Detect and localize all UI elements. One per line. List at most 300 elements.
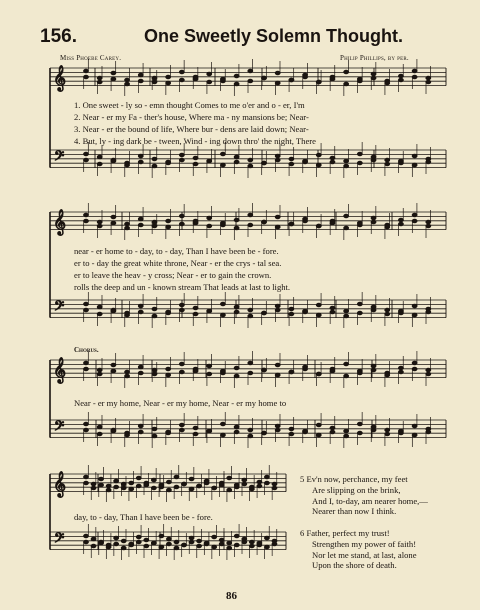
notehead <box>262 431 267 435</box>
notehead <box>344 309 349 313</box>
hymn-title: One Sweetly Solemn Thought. <box>144 26 404 46</box>
notehead <box>371 308 376 312</box>
notehead <box>159 545 164 549</box>
notehead <box>84 481 89 485</box>
notehead <box>114 485 119 489</box>
notehead <box>399 309 404 313</box>
notehead <box>97 312 102 316</box>
treble-clef-icon: 𝄞 <box>53 472 67 497</box>
notehead <box>138 304 143 308</box>
notehead <box>426 160 431 164</box>
notehead <box>179 308 184 312</box>
notehead <box>330 306 335 310</box>
notehead <box>412 219 417 223</box>
notehead <box>221 163 226 167</box>
notehead <box>111 215 116 219</box>
notehead <box>193 75 198 79</box>
notehead <box>166 219 171 223</box>
notehead <box>179 222 184 226</box>
notehead <box>275 225 280 229</box>
notehead <box>204 481 209 485</box>
notehead <box>412 424 417 428</box>
notehead <box>385 81 390 85</box>
notehead <box>234 534 239 538</box>
notehead <box>371 220 376 224</box>
extra-verses <box>300 474 472 571</box>
notehead <box>316 313 321 317</box>
notehead <box>399 429 404 433</box>
notehead <box>248 79 253 83</box>
notehead <box>357 161 362 165</box>
notehead <box>97 432 102 436</box>
notehead <box>152 434 157 438</box>
notehead <box>289 162 294 166</box>
notehead <box>316 153 321 157</box>
notehead <box>227 546 232 550</box>
notehead <box>219 483 224 487</box>
notehead <box>275 81 280 85</box>
notehead <box>426 310 431 314</box>
notehead <box>303 309 308 313</box>
notehead <box>221 313 226 317</box>
notehead <box>249 544 254 548</box>
notehead <box>234 155 239 159</box>
notehead <box>330 430 335 434</box>
notehead <box>189 540 194 544</box>
notehead <box>221 77 226 81</box>
notehead <box>152 314 157 318</box>
extra-verse-line <box>300 517 472 528</box>
notehead <box>136 535 141 539</box>
treble-clef-icon: 𝄞 <box>53 66 67 91</box>
notehead <box>344 164 349 168</box>
notehead <box>193 162 198 166</box>
notehead <box>426 220 431 224</box>
notehead <box>207 159 212 163</box>
notehead <box>330 160 335 164</box>
notehead <box>84 302 89 306</box>
notehead <box>197 484 202 488</box>
notehead <box>289 222 294 226</box>
notehead <box>189 536 194 540</box>
notehead <box>114 542 119 546</box>
chorus-lyric-line-2: day, to - day, Than I have been be - fore. <box>74 512 213 522</box>
notehead <box>219 542 224 546</box>
notehead <box>111 363 116 367</box>
notehead <box>125 374 130 378</box>
bass-clef-icon: 𝄢 <box>54 530 65 549</box>
notehead <box>426 368 431 372</box>
notehead <box>303 219 308 223</box>
notehead <box>371 76 376 80</box>
notehead <box>212 535 217 539</box>
notehead <box>138 160 143 164</box>
notehead <box>144 481 149 485</box>
notehead <box>248 164 253 168</box>
notehead <box>344 226 349 230</box>
notehead <box>189 477 194 481</box>
notehead <box>84 428 89 432</box>
notehead <box>166 161 171 165</box>
notehead <box>136 540 141 544</box>
notehead <box>316 303 321 307</box>
notehead <box>371 216 376 220</box>
notehead <box>272 542 277 546</box>
notehead <box>138 365 143 369</box>
verse-1-line-1: 1. One sweet - ly so - emn thought Comes to me o'er and o - er, I'm <box>74 100 305 110</box>
notehead <box>248 69 253 73</box>
notehead <box>91 486 96 490</box>
notehead <box>207 364 212 368</box>
notehead <box>316 433 321 437</box>
notehead <box>111 309 116 313</box>
notehead <box>136 476 141 480</box>
notehead <box>412 433 417 437</box>
notehead <box>179 370 184 374</box>
notehead <box>385 312 390 316</box>
notehead <box>265 481 270 485</box>
notehead <box>91 537 96 541</box>
notehead <box>121 486 126 490</box>
bass-clef-icon: 𝄢 <box>54 418 65 437</box>
notehead <box>167 480 172 484</box>
notehead <box>152 80 157 84</box>
notehead <box>207 372 212 376</box>
notehead <box>97 76 102 80</box>
notehead <box>138 424 143 428</box>
notehead <box>234 485 239 489</box>
notehead <box>248 314 253 318</box>
notehead <box>207 224 212 228</box>
treble-clef-icon: 𝄞 <box>53 210 67 235</box>
verse-3-line-2: er to leave the heav - y cross; Near - er to gain the crown. <box>74 270 272 280</box>
notehead <box>179 70 184 74</box>
notehead <box>257 541 262 545</box>
chorus-label: Chorus. <box>74 346 99 354</box>
notehead <box>193 156 198 160</box>
notehead <box>234 425 239 429</box>
notehead <box>193 432 198 436</box>
notehead <box>179 78 184 82</box>
notehead <box>330 426 335 430</box>
notehead <box>125 222 130 226</box>
notehead <box>129 481 134 485</box>
verse-1-line-2: near - er home to - day, to - day, Than I have been be - fore. <box>74 246 279 256</box>
notehead <box>84 158 89 162</box>
notehead <box>234 543 239 547</box>
notehead <box>316 224 321 228</box>
notehead <box>330 369 335 373</box>
composer-credit: Philip Phillips, by per. <box>340 54 409 62</box>
notehead <box>399 74 404 78</box>
notehead <box>248 213 253 217</box>
notehead <box>204 541 209 545</box>
notehead <box>344 159 349 163</box>
notehead <box>138 223 143 227</box>
notehead <box>234 430 239 434</box>
notehead <box>227 488 232 492</box>
notehead <box>275 308 280 312</box>
notehead <box>84 213 89 217</box>
notehead <box>193 219 198 223</box>
notehead <box>385 308 390 312</box>
notehead <box>221 152 226 156</box>
notehead <box>179 158 184 162</box>
notehead <box>179 214 184 218</box>
notehead <box>84 361 89 365</box>
notehead <box>197 544 202 548</box>
notehead <box>426 76 431 80</box>
notehead <box>357 311 362 315</box>
notehead <box>84 422 89 426</box>
notehead <box>207 429 212 433</box>
notehead <box>91 544 96 548</box>
notehead <box>330 310 335 314</box>
notehead <box>106 488 111 492</box>
verse-4-line-2: rolls the deep and un - known stream That leads at last to light. <box>74 282 291 292</box>
bass-clef-icon: 𝄢 <box>54 298 65 317</box>
notehead <box>121 539 126 543</box>
notehead <box>125 226 130 230</box>
notehead <box>227 476 232 480</box>
notehead <box>385 225 390 229</box>
notehead <box>242 478 247 482</box>
notehead <box>242 482 247 486</box>
notehead <box>272 482 277 486</box>
notehead <box>152 368 157 372</box>
notehead <box>166 75 171 79</box>
notehead <box>159 534 164 538</box>
notehead <box>426 80 431 84</box>
notehead <box>289 78 294 82</box>
notehead <box>426 224 431 228</box>
notehead <box>303 367 308 371</box>
notehead <box>97 220 102 224</box>
notehead <box>151 486 156 490</box>
notehead <box>111 429 116 433</box>
extra-verse-line: Nor let me stand, at last, alone <box>312 549 417 560</box>
notehead <box>371 72 376 76</box>
notehead <box>412 163 417 167</box>
notehead <box>412 154 417 158</box>
notehead <box>212 545 217 549</box>
chorus-lyric-line-1: Near - er my home, Near - er my home, Near - er my home to <box>74 398 287 408</box>
notehead <box>275 71 280 75</box>
notehead <box>399 159 404 163</box>
bass-clef-icon: 𝄢 <box>54 148 65 167</box>
notehead <box>426 372 431 376</box>
notehead <box>399 78 404 82</box>
notehead <box>344 434 349 438</box>
notehead <box>234 366 239 370</box>
notehead <box>111 221 116 225</box>
notehead <box>84 540 89 544</box>
notehead <box>265 475 270 479</box>
notehead <box>197 539 202 543</box>
notehead <box>152 224 157 228</box>
notehead <box>385 373 390 377</box>
notehead <box>84 534 89 538</box>
notehead <box>412 69 417 73</box>
extra-verse-line: Nearer than now I think. <box>312 506 397 517</box>
notehead <box>399 222 404 226</box>
notehead <box>248 434 253 438</box>
notehead <box>138 79 143 83</box>
notehead <box>152 372 157 376</box>
notehead <box>138 73 143 77</box>
notehead <box>316 372 321 376</box>
notehead <box>179 423 184 427</box>
notehead <box>152 427 157 431</box>
notehead <box>248 428 253 432</box>
extra-verse-line: Are slipping on the brink, <box>312 484 401 495</box>
notehead <box>289 307 294 311</box>
notehead <box>111 369 116 373</box>
notehead <box>275 428 280 432</box>
notehead <box>262 76 267 80</box>
notehead <box>344 374 349 378</box>
notehead <box>138 310 143 314</box>
notehead <box>193 426 198 430</box>
notehead <box>207 72 212 76</box>
notehead <box>385 428 390 432</box>
notehead <box>152 307 157 311</box>
notehead <box>412 361 417 365</box>
notehead <box>166 431 171 435</box>
notehead <box>412 213 417 217</box>
notehead <box>97 372 102 376</box>
notehead <box>179 428 184 432</box>
notehead <box>262 220 267 224</box>
notehead <box>357 422 362 426</box>
notehead <box>357 152 362 156</box>
notehead <box>152 76 157 80</box>
notehead <box>189 487 194 491</box>
notehead <box>234 160 239 164</box>
extra-verse-line: 5 Ev'n now, perchance, my feet <box>300 474 408 484</box>
extra-verse-line: And I, to-day, am nearer home,— <box>312 495 428 506</box>
notehead <box>272 486 277 490</box>
notehead <box>412 304 417 308</box>
treble-clef-icon: 𝄞 <box>53 358 67 383</box>
notehead <box>371 364 376 368</box>
notehead <box>248 308 253 312</box>
notehead <box>84 69 89 73</box>
notehead <box>152 164 157 168</box>
notehead <box>234 226 239 230</box>
notehead <box>275 215 280 219</box>
notehead <box>357 223 362 227</box>
notehead <box>399 218 404 222</box>
hymn-number: 156. <box>40 26 77 47</box>
notehead <box>84 475 89 479</box>
notehead <box>179 362 184 366</box>
notehead <box>249 487 254 491</box>
notehead <box>385 432 390 436</box>
notehead <box>344 429 349 433</box>
notehead <box>99 541 104 545</box>
notehead <box>234 218 239 222</box>
page-number: 86 <box>226 590 237 602</box>
notehead <box>166 81 171 85</box>
notehead <box>262 161 267 165</box>
notehead <box>289 370 294 374</box>
notehead <box>275 154 280 158</box>
notehead <box>257 480 262 484</box>
notehead <box>97 80 102 84</box>
notehead <box>125 163 130 167</box>
notehead <box>234 82 239 86</box>
notehead <box>262 311 267 315</box>
notehead <box>125 370 130 374</box>
notehead <box>248 361 253 365</box>
notehead <box>138 430 143 434</box>
notehead <box>248 158 253 162</box>
notehead <box>111 159 116 163</box>
notehead <box>399 366 404 370</box>
notehead <box>167 542 172 546</box>
notehead <box>265 536 270 540</box>
notehead <box>275 158 280 162</box>
notehead <box>289 157 294 161</box>
notehead <box>219 538 224 542</box>
notehead <box>234 310 239 314</box>
notehead <box>344 314 349 318</box>
lyricist-credit: Miss Phoebe Carey. <box>60 54 122 62</box>
notehead <box>99 477 104 481</box>
notehead <box>357 371 362 375</box>
notehead <box>316 80 321 84</box>
notehead <box>357 79 362 83</box>
notehead <box>275 424 280 428</box>
notehead <box>84 219 89 223</box>
notehead <box>106 545 111 549</box>
notehead <box>152 157 157 161</box>
verse-4-line-1: 4. But, ly - ing dark be - tween, Wind - ing down thro' the night, There <box>74 136 316 146</box>
notehead <box>84 367 89 371</box>
notehead <box>248 371 253 375</box>
notehead <box>129 543 134 547</box>
notehead <box>125 313 130 317</box>
notehead <box>303 75 308 79</box>
notehead <box>114 536 119 540</box>
notehead <box>152 220 157 224</box>
notehead <box>138 154 143 158</box>
notehead <box>303 429 308 433</box>
notehead <box>182 482 187 486</box>
verse-2-line-2: er to - day the great white throne, Near - er the crys - tal sea. <box>74 258 282 268</box>
notehead <box>125 78 130 82</box>
notehead <box>357 431 362 435</box>
notehead <box>106 484 111 488</box>
notehead <box>399 370 404 374</box>
notehead <box>412 75 417 79</box>
notehead <box>242 540 247 544</box>
notehead <box>207 309 212 313</box>
notehead <box>227 541 232 545</box>
notehead <box>167 488 172 492</box>
notehead <box>138 371 143 375</box>
notehead <box>193 312 198 316</box>
notehead <box>357 302 362 306</box>
notehead <box>111 71 116 75</box>
notehead <box>385 162 390 166</box>
notehead <box>174 475 179 479</box>
notehead <box>111 77 116 81</box>
notehead <box>151 541 156 545</box>
notehead <box>265 545 270 549</box>
extra-verse-line: 6 Father, perfect my trust! <box>300 527 390 538</box>
